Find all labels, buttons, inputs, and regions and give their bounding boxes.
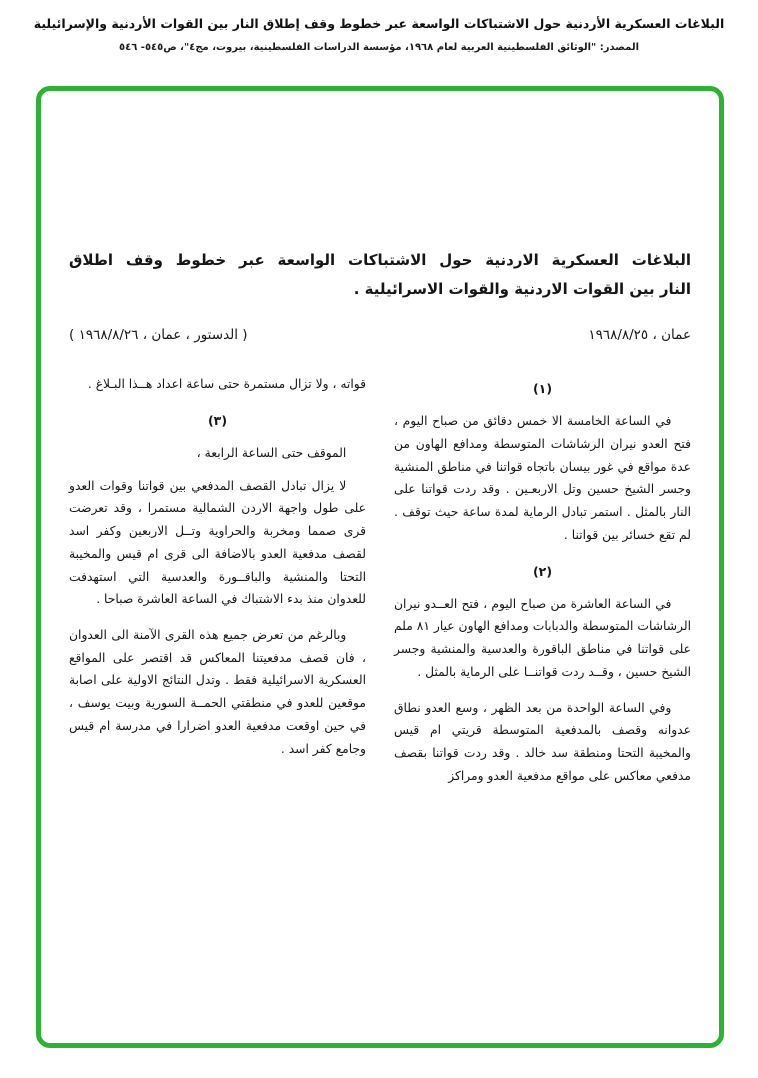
section-3-paragraph-2: وبالرغم من تعرض جميع هذه القرى الآمنة الى العدوان ، فان قصف مدفعيتنا المعاكس قد اقتصر على المواقع العسكرية الاسرائيلية فقط . وتدل النتائج الاولية على اصابة موقعين للعدو في منطقتي الحمــة السورية وبيت يوسف ، في حين اوقعت مدفعية العدو اضرارا في مدرسة ام قيس وجامع كفر اسد . bbox=[69, 628, 366, 756]
column-right bbox=[394, 373, 691, 801]
section-3-number: (٣) bbox=[207, 412, 228, 428]
section-2-paragraph-1: في الساعة العاشرة من صباح اليوم ، فتح العــدو نيران الرشاشات المتوسطة والدبابات ومدافع الهاون عيار ٨١ ملم على قواتنا في مناطق الباقورة والعدسية والمنشية وجسر الشيخ حسين ، وقــد ردت قواتنــا على الرماية بالمثل . bbox=[394, 596, 691, 679]
document-title bbox=[69, 246, 691, 303]
section-3-heading: الموقف حتى الساعة الرابعة ، bbox=[196, 445, 347, 460]
header-title: البلاغات العسكرية الأردنية حول الاشتباكات الواسعة عبر خطوط وقف إطلاق النار بين القوات الأردنية والإسرائيلية bbox=[33, 16, 725, 31]
section-1-number: (١) bbox=[532, 381, 553, 396]
section-2-number: (٢) bbox=[532, 563, 553, 579]
continuation-paragraph: قواته ، ولا تزال مستمرة حتى ساعة اعداد هــذا البـلاغ . bbox=[87, 377, 366, 391]
document-columns bbox=[69, 373, 691, 801]
document-scan bbox=[41, 91, 719, 801]
document-title-line-2: النار بين القوات الاردنية والقوات الاسرائيلية . bbox=[353, 279, 691, 298]
section-3-paragraph-1: لا يزال تبادل القصف المدفعي بين قواتنا وقوات العدو على طول واجهة الاردن الشمالية مستمرا ، وقد تعرضت قرى صمما ومخربة والحراوية وتــل الاربعين وكفر اسد لقصف مدفعية العدو بالاضافة الى قرى ام قيس والمخيبة التحتا والمنشية والباقــورة والعدسية التي استهدفت للعدوان منذ بدء الاشتباك في الساعة العاشرة صباحا . bbox=[69, 478, 366, 607]
section-1-paragraph: في الساعة الخامسة الا خمس دقائق من صباح اليوم ، فتح العدو نيران الرشاشات المتوسطة ومدافع الهاون من عدة مواقع في غور بيسان باتجاه قواتنا في مناطق المنشية وجسر الشيخ حسين وتل الاربعـين . وقد ردت قواتنا على النار بالمثل . استمر تبادل الرماية لمدة ساعة حيث توقف . لم تقع خسائر بين قواتنا . bbox=[394, 414, 691, 542]
document-title-line-1: البلاغات العسكرية الاردنية حول الاشتباكات الواسعة عبر خطوط وقف اطلاق bbox=[69, 251, 691, 269]
dateline-newspaper-source: ( الدستور ، عمان ، ١٩٦٨/٨/٢٦ ) bbox=[69, 327, 248, 343]
document-frame-border bbox=[36, 86, 724, 1048]
dateline bbox=[69, 327, 691, 343]
header-source-citation: المصدر: "الوثائق الفلسطينية العربية لعام ١٩٦٨، مؤسسة الدراسات الفلسطينية، بيروت، مج٤"، ص٥٤٥- ٥٤٦ bbox=[118, 41, 640, 53]
page-header bbox=[0, 0, 758, 53]
section-2-paragraph-2: وفي الساعة الواحدة من بعد الظهر ، وسع العدو نطاق عدوانه وقصف بالمدفعية المتوسطة قريتي ام قيس والمخيبة التحتا ومنطقة سد خالد . وقد ردت قواتنا بقصف مدفعي معاكس على مواقع مدفعية العدو ومراكز bbox=[394, 700, 691, 783]
column-left bbox=[69, 373, 366, 801]
dateline-place-date: عمان ، ١٩٦٨/٨/٢٥ bbox=[588, 327, 691, 343]
